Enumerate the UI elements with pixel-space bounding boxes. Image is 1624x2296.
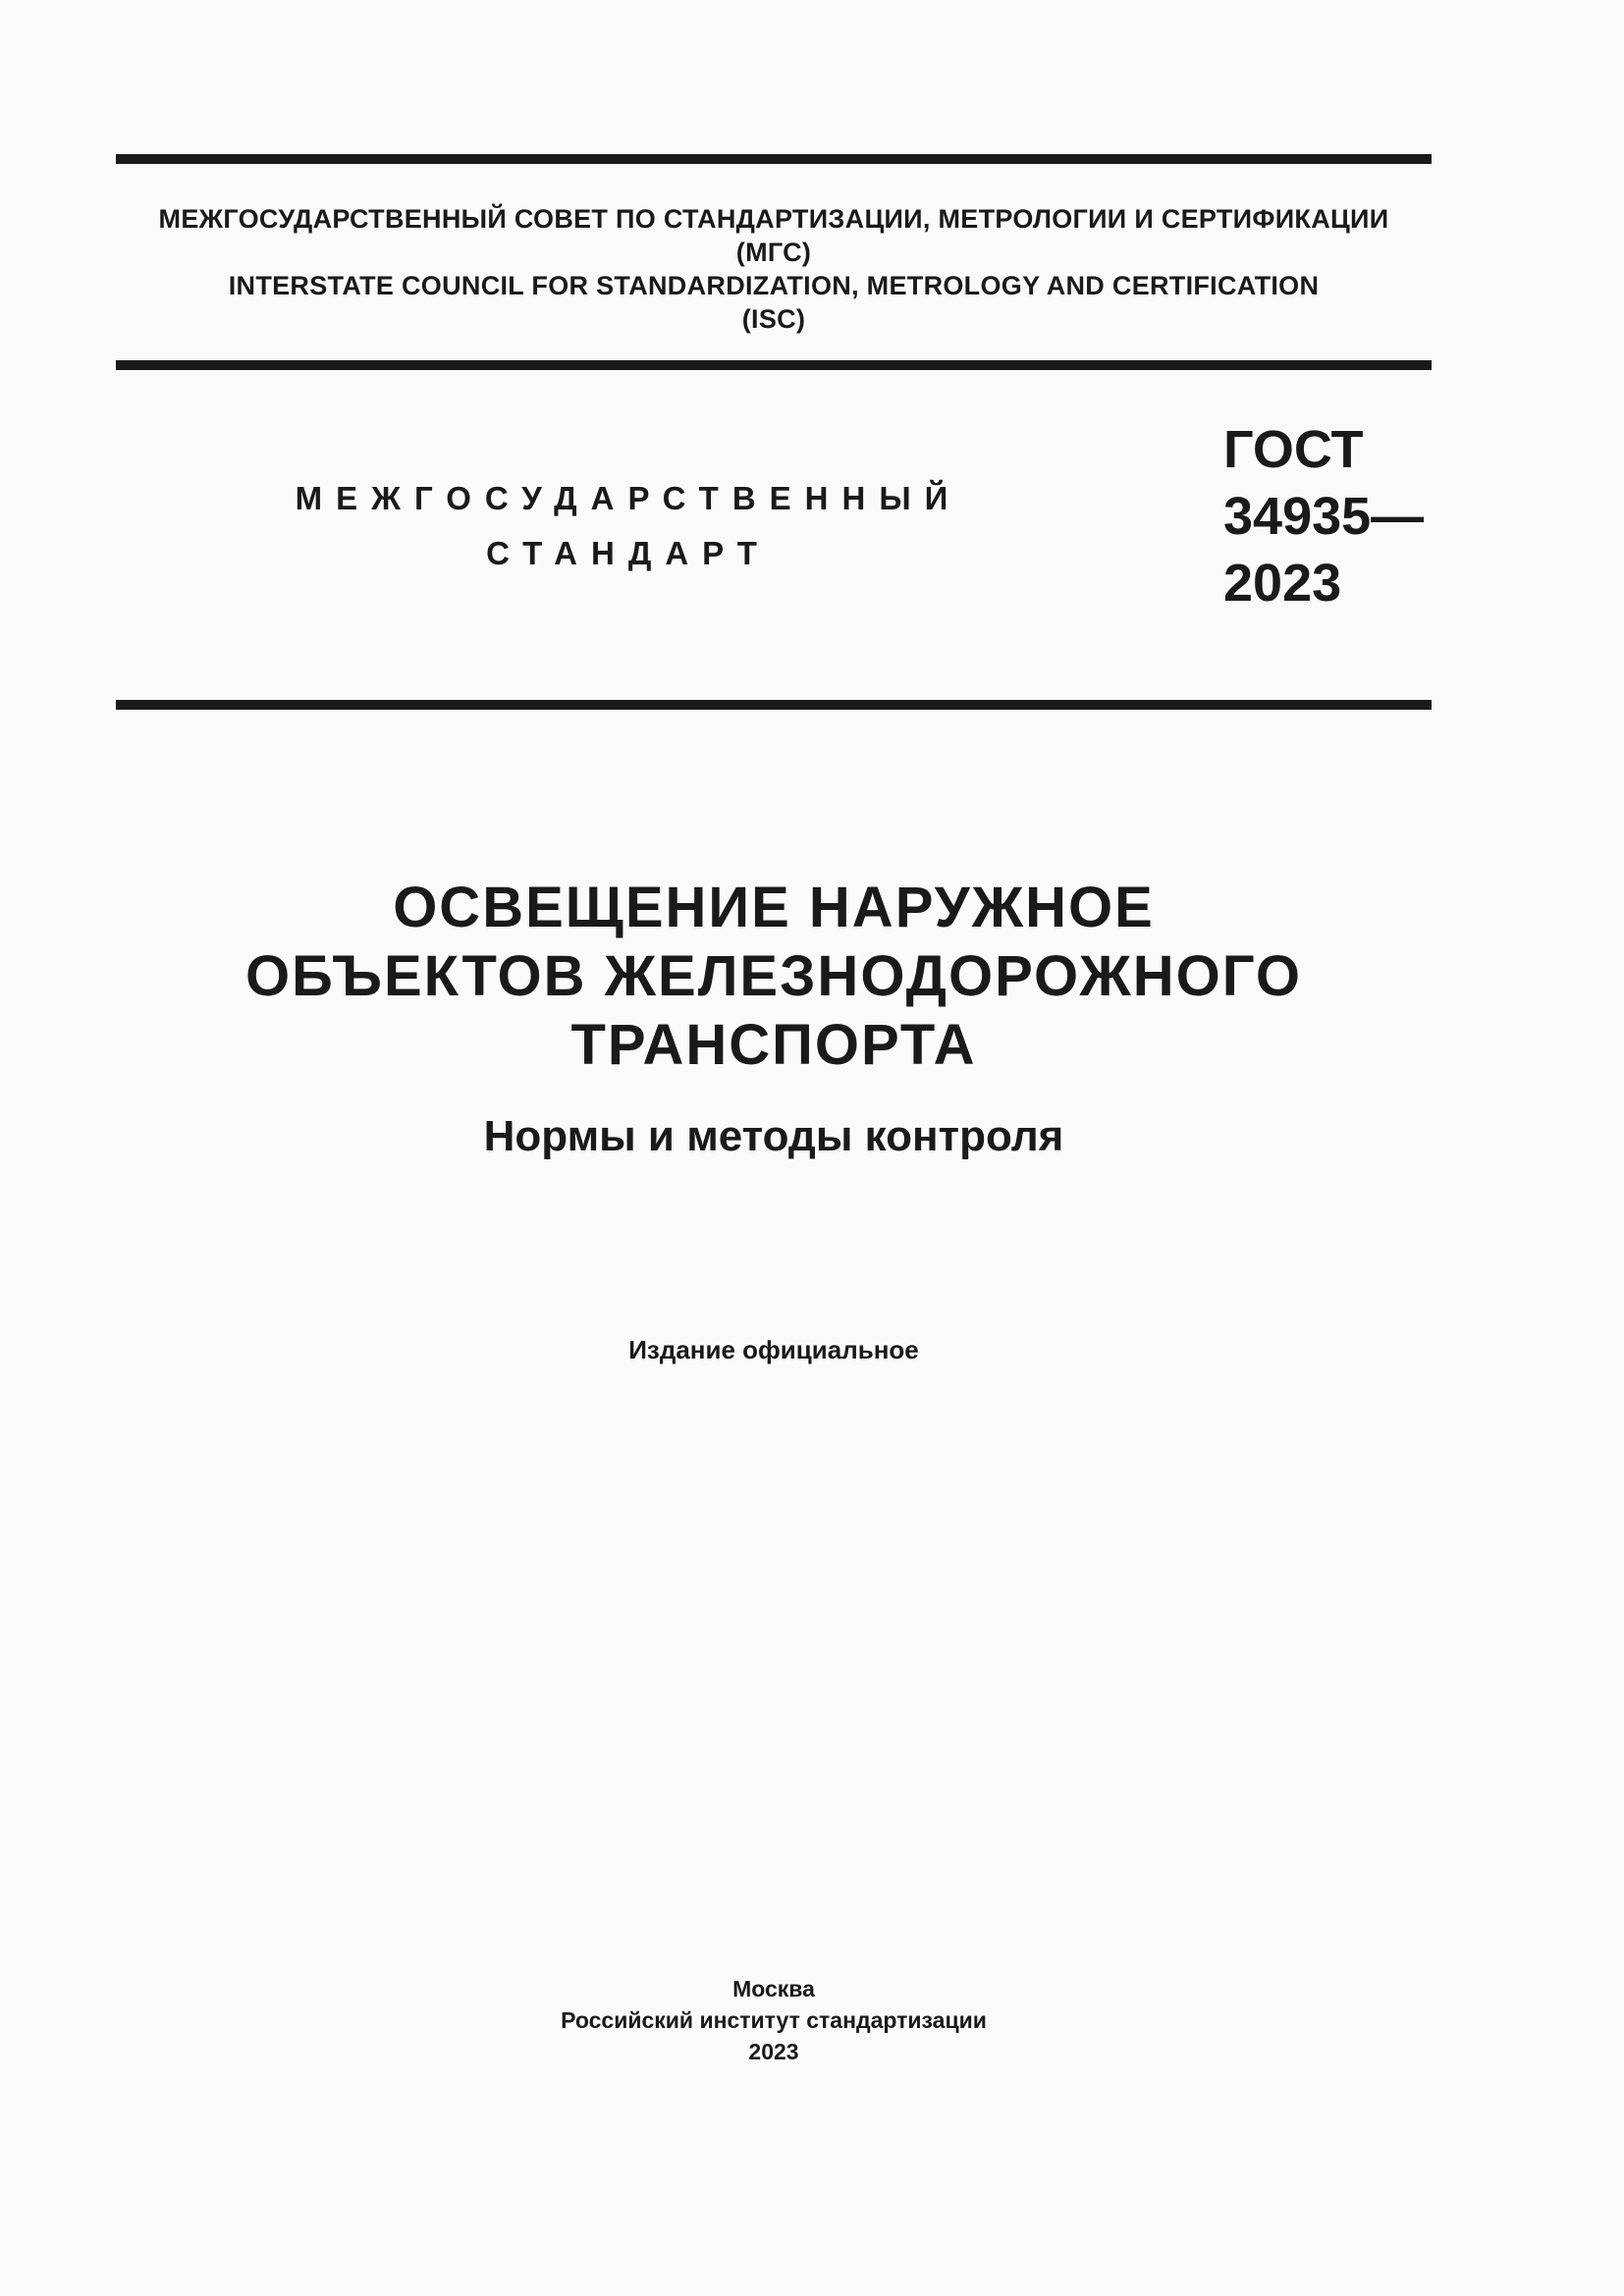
standard-type [295,471,962,581]
document-subtitle: Нормы и методы контроля [483,1112,1064,1160]
imprint [116,1973,1432,2067]
designation-year: 2023 [1223,554,1342,613]
council-abbr-en: (ISC) [741,304,806,334]
title-line1: ОСВЕЩЕНИЕ НАРУЖНОЕ [393,876,1155,939]
middle-divider [116,360,1432,370]
council-name-en: INTERSTATE COUNCIL FOR STANDARDIZATION, METROLOGY AND CERTIFICATION [228,271,1320,300]
council-abbr-ru: (МГС) [735,238,812,267]
designation-prefix: ГОСТ [1223,420,1364,479]
standard-type-line1: МЕЖГОСУДАРСТВЕННЫЙ [295,480,962,516]
document-title [116,874,1432,1080]
designation-number: 34935— [1223,487,1425,546]
imprint-city: Москва [732,1976,815,2002]
council-name-ru: МЕЖГОСУДАРСТВЕННЫЙ СОВЕТ ПО СТАНДАРТИЗАЦИИ, МЕТРОЛОГИИ И СЕРТИФИКАЦИИ [158,204,1389,234]
edition-label: Издание официальное [628,1335,919,1364]
title-line3: ТРАНСПОРТА [570,1013,977,1077]
imprint-year: 2023 [748,2039,799,2064]
standard-designation [1223,416,1424,616]
top-divider [116,154,1432,164]
council-header [116,202,1432,336]
imprint-publisher: Российский институт стандартизации [561,2007,987,2033]
bottom-divider [116,700,1432,710]
title-line2: ОБЪЕКТОВ ЖЕЛЕЗНОДОРОЖНОГО [244,944,1303,1008]
standard-type-line2: СТАНДАРТ [486,535,771,571]
